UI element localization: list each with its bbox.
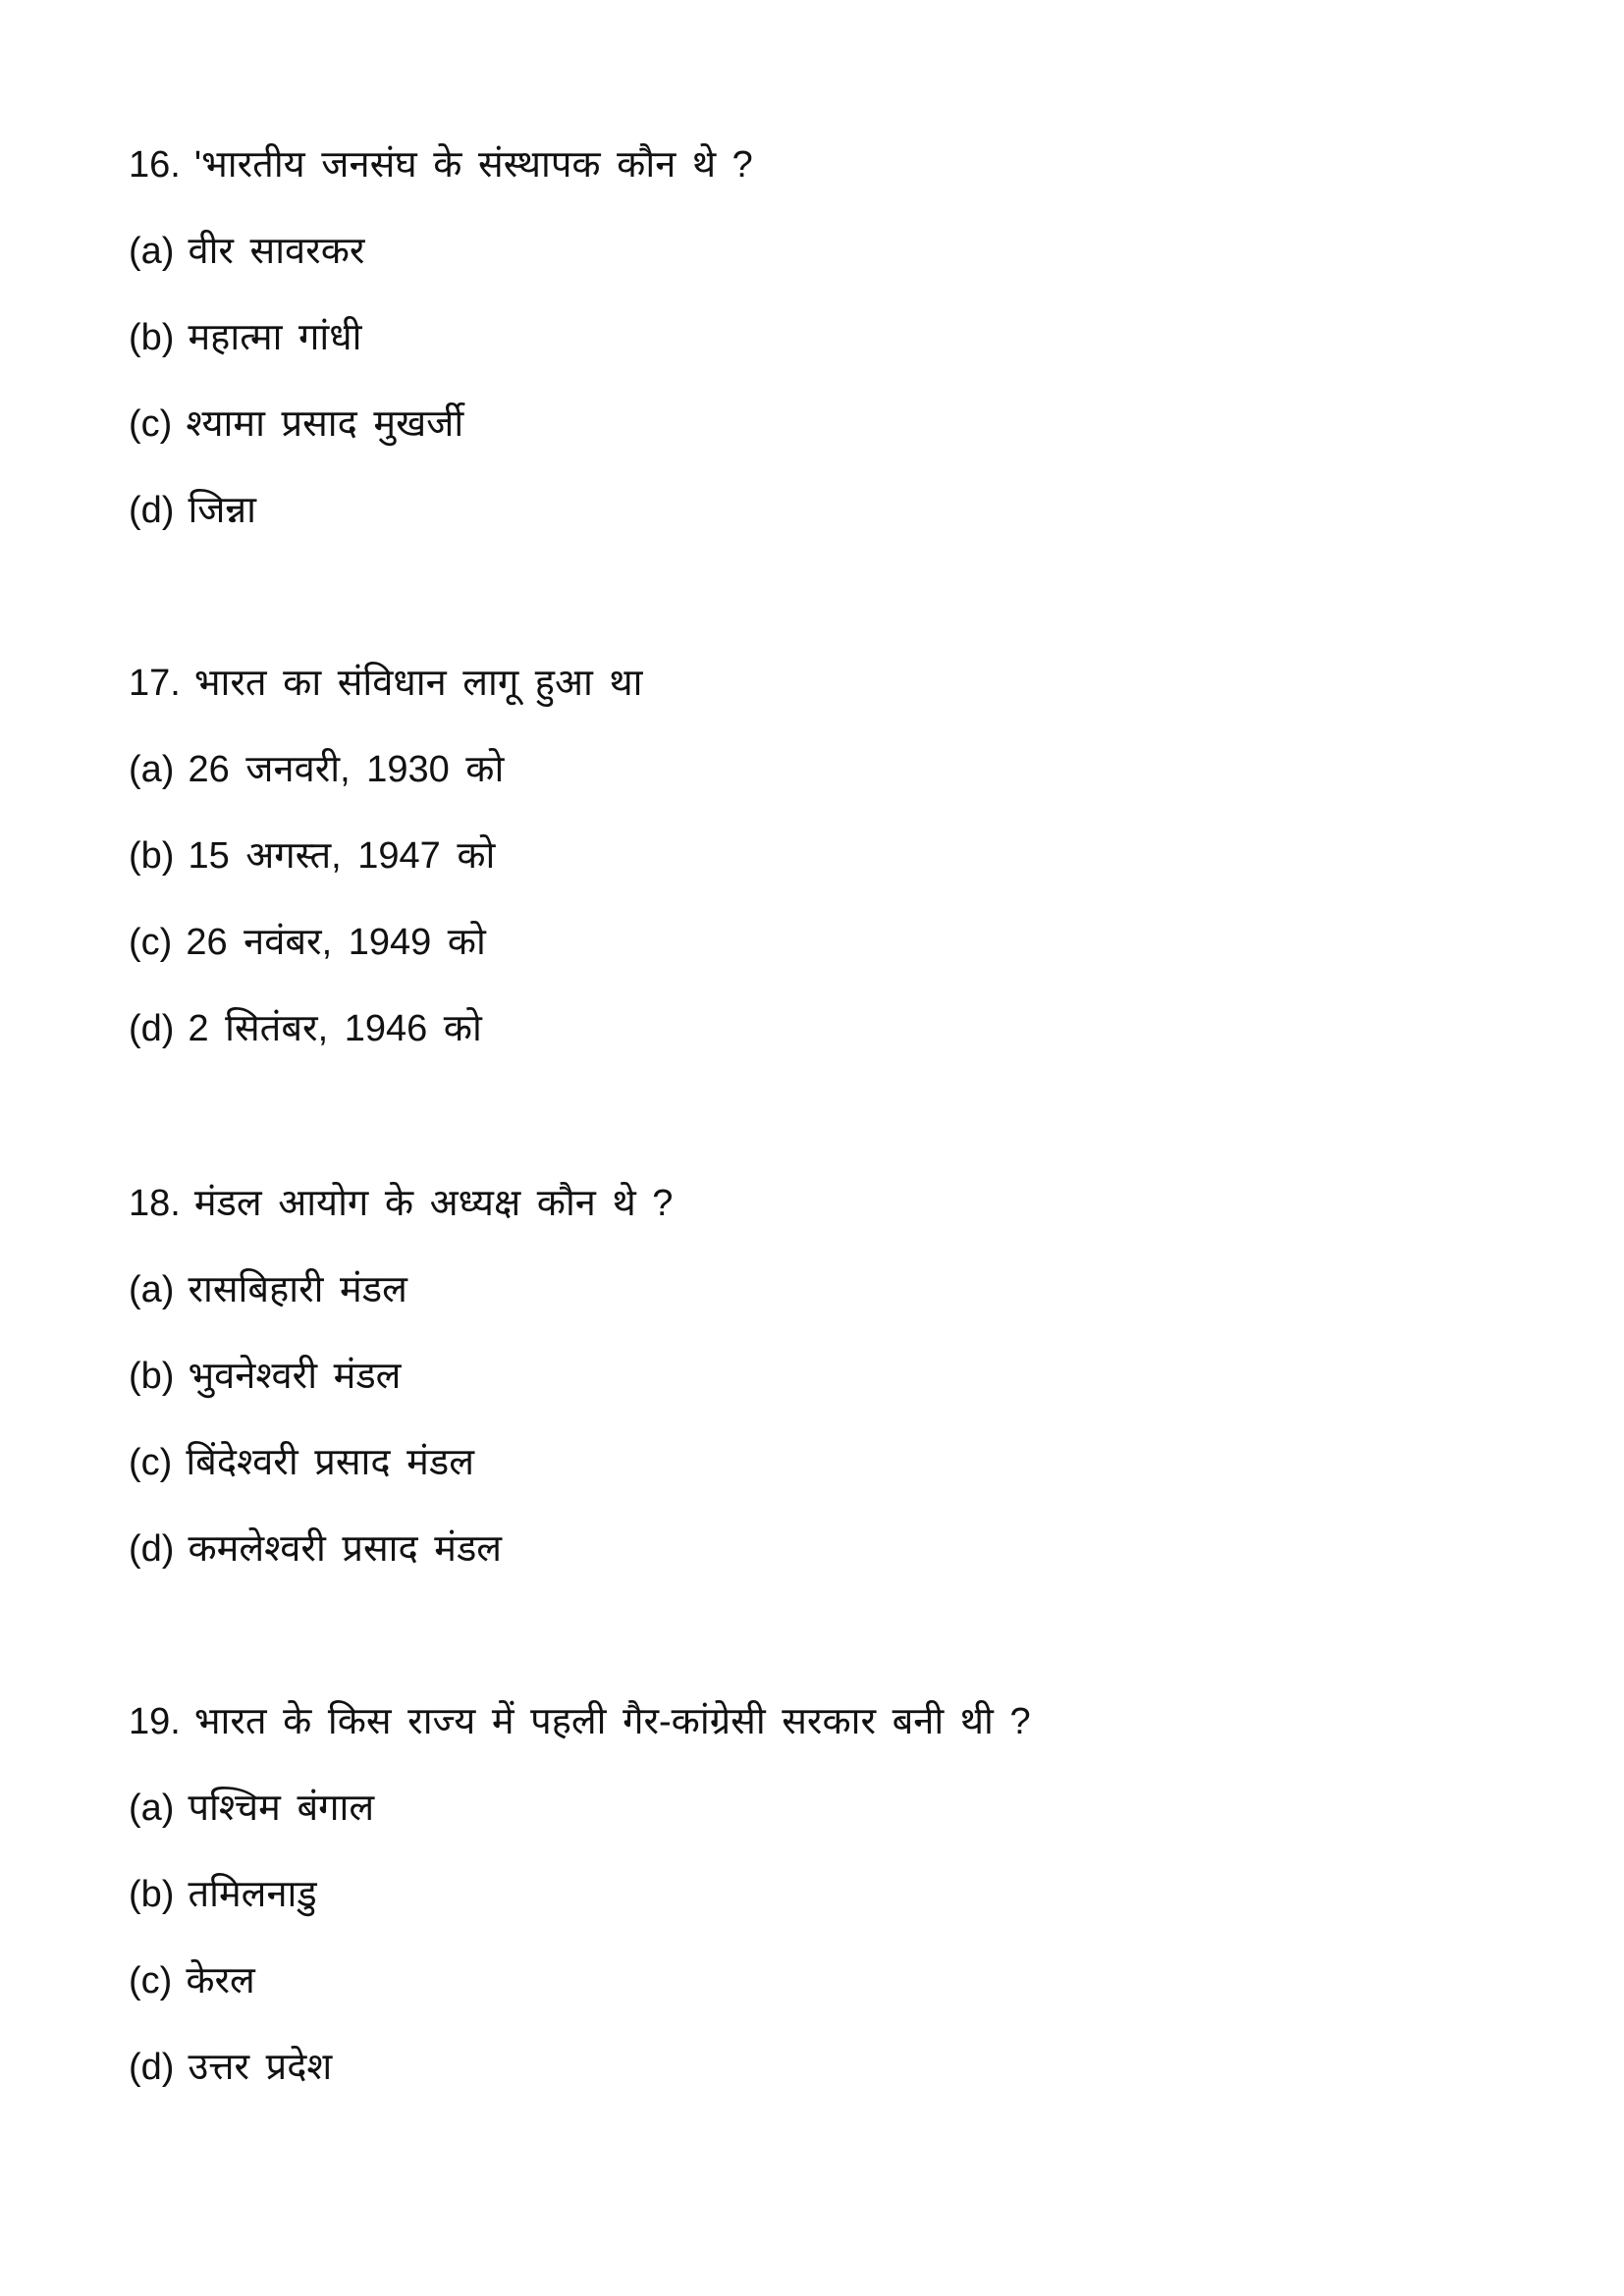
option-label: (a) <box>129 1788 175 1829</box>
option-label: (d) <box>129 490 175 531</box>
question-text-line <box>129 658 643 709</box>
question-text: भारत का संविधान लागू हुआ था <box>193 663 643 704</box>
question-number: 17. <box>129 663 181 704</box>
option-label: (a) <box>129 1269 175 1310</box>
option-d <box>129 2042 332 2093</box>
option-label: (d) <box>129 2047 175 2088</box>
option-label: (b) <box>129 835 175 877</box>
question-text: भारत के किस राज्य में पहली गैर-कांग्रेसी सरकार बनी थी ? <box>193 1701 1031 1742</box>
question-number: 16. <box>129 144 181 186</box>
option-label: (b) <box>129 317 175 358</box>
option-text: जिन्ना <box>188 490 256 531</box>
option-text: पश्चिम बंगाल <box>188 1788 375 1829</box>
option-label: (c) <box>129 1960 173 2002</box>
option-label: (a) <box>129 231 175 272</box>
option-b <box>129 830 495 881</box>
option-text: 2 सितंबर, 1946 को <box>188 1008 482 1049</box>
question-number: 19. <box>129 1701 181 1742</box>
option-a <box>129 226 364 277</box>
option-text: महात्मा गांधी <box>188 317 362 358</box>
question-text: मंडल आयोग के अध्यक्ष कौन थे ? <box>193 1183 674 1224</box>
option-c <box>129 1437 474 1488</box>
option-label: (a) <box>129 749 175 790</box>
option-label: (d) <box>129 1008 175 1049</box>
option-label: (c) <box>129 922 173 963</box>
option-a <box>129 1264 407 1315</box>
option-text: केरल <box>186 1960 255 2002</box>
option-label: (c) <box>129 403 173 445</box>
option-text: बिंदेश्वरी प्रसाद मंडल <box>186 1442 474 1483</box>
option-b <box>129 1869 317 1920</box>
option-a <box>129 1783 374 1834</box>
option-text: 26 नवंबर, 1949 को <box>186 922 486 963</box>
option-b <box>129 1351 401 1402</box>
option-b <box>129 312 361 363</box>
option-c <box>129 917 486 968</box>
question-text: 'भारतीय जनसंघ के संस्थापक कौन थे ? <box>193 144 753 186</box>
option-text: 26 जनवरी, 1930 को <box>188 749 505 790</box>
option-label: (c) <box>129 1442 173 1483</box>
option-text: 15 अगस्त, 1947 को <box>188 835 496 877</box>
option-label: (d) <box>129 1528 175 1570</box>
option-text: उत्तर प्रदेश <box>188 2047 333 2088</box>
option-label: (b) <box>129 1874 175 1915</box>
option-label: (b) <box>129 1356 175 1397</box>
question-text-line <box>129 1178 673 1229</box>
option-text: भुवनेश्वरी मंडल <box>188 1356 402 1397</box>
question-number: 18. <box>129 1183 181 1224</box>
option-c <box>129 399 463 450</box>
question-text-line <box>129 1696 1031 1747</box>
option-text: श्यामा प्रसाद मुखर्जी <box>186 403 464 445</box>
option-text: रासबिहारी मंडल <box>188 1269 407 1310</box>
option-text: वीर सावरकर <box>188 231 365 272</box>
option-d <box>129 1003 482 1054</box>
option-d <box>129 485 256 536</box>
question-text-line <box>129 139 753 190</box>
option-a <box>129 744 504 795</box>
option-text: कमलेश्वरी प्रसाद मंडल <box>188 1528 503 1570</box>
option-text: तमिलनाडु <box>188 1874 317 1915</box>
option-d <box>129 1523 502 1575</box>
option-c <box>129 1955 255 2006</box>
